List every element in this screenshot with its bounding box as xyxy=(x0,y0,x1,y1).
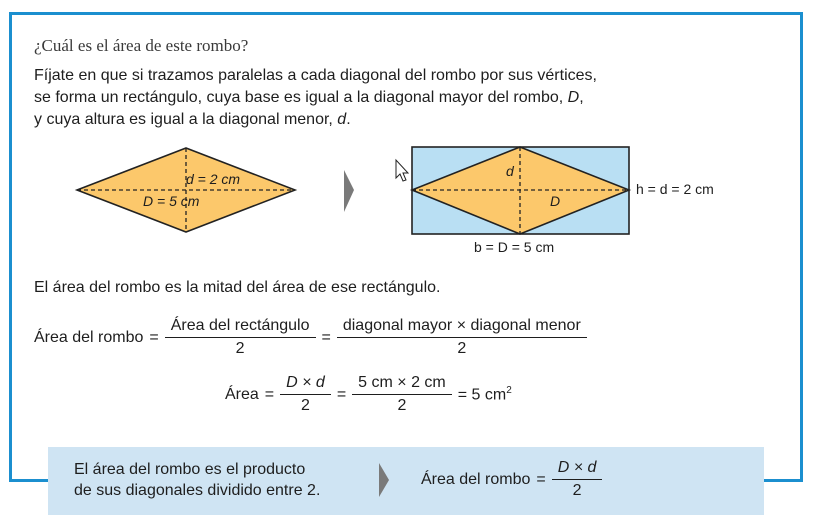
summary-box xyxy=(48,447,764,515)
summary-formula xyxy=(421,459,602,500)
eq2-equals-2: = xyxy=(336,385,347,403)
eq1-fraction-1 xyxy=(165,317,316,358)
eq2-f1-numerator: D × d xyxy=(280,374,331,395)
left-small-diag-label: d = 2 cm xyxy=(186,171,241,187)
var-d: d xyxy=(337,111,347,128)
eq2-fraction-2 xyxy=(352,374,452,415)
intro-punct: . xyxy=(346,111,351,128)
eq2-fraction-1 xyxy=(280,374,331,415)
summary-fraction xyxy=(552,459,603,500)
left-large-diag-label: D = 5 cm xyxy=(143,193,200,209)
summary-line-2: de sus diagonales dividido entre 2. xyxy=(74,482,321,499)
summary-arrow-icon xyxy=(379,463,389,497)
eq1-equals-2: = xyxy=(321,328,331,346)
eq2-f2-denominator: 2 xyxy=(397,397,407,414)
equation-2 xyxy=(225,374,518,415)
right-D-label: D xyxy=(550,193,561,209)
eq2-f2-numerator: 5 cm × 2 cm xyxy=(352,374,452,395)
arrow-right-icon xyxy=(344,170,354,212)
eq2-result xyxy=(458,385,512,404)
eq2-f1-denominator: 2 xyxy=(301,397,310,414)
height-label: h = d = 2 cm xyxy=(636,181,714,197)
intro-text: se forma un rectángulo, cuya base es igual a la diagonal mayor del rombo, xyxy=(34,89,568,106)
eq1-f2-numerator: diagonal mayor × diagonal menor xyxy=(337,317,587,338)
eq1-equals: = xyxy=(149,328,159,346)
intro-line-1: Fíjate en que si trazamos paralelas a cada diagonal del rombo por sus vértices, xyxy=(34,67,597,84)
intro-punct: , xyxy=(579,89,584,106)
summary-text xyxy=(74,459,320,501)
summary-equals: = xyxy=(536,470,546,488)
right-d-label: d xyxy=(506,163,514,179)
eq2-result-value: = 5 cm xyxy=(457,386,507,404)
mouse-cursor-icon xyxy=(396,160,408,181)
equation-1 xyxy=(34,317,587,358)
eq1-fraction-2 xyxy=(337,317,587,358)
question-title: ¿Cuál es el área de este rombo? xyxy=(34,36,249,55)
eq1-f1-numerator: Área del rectángulo xyxy=(165,317,316,338)
summary-numerator: D × d xyxy=(552,459,603,480)
var-D: D xyxy=(567,89,580,106)
eq2-equals: = xyxy=(264,385,275,403)
statement: El área del rombo es la mitad del área de ese rectángulo. xyxy=(34,279,441,296)
summary-lhs: Área del rombo xyxy=(421,470,531,488)
eq2-lhs: Área xyxy=(225,385,259,403)
summary-denominator: 2 xyxy=(572,482,582,499)
eq1-f2-denominator: 2 xyxy=(457,340,467,357)
eq2-result-exponent: 2 xyxy=(506,384,512,396)
eq1-f1-denominator: 2 xyxy=(235,340,245,357)
intro-text: y cuya altura es igual a la diagonal menor, xyxy=(34,111,338,128)
summary-line-1: El área del rombo es el producto xyxy=(74,461,306,478)
base-label: b = D = 5 cm xyxy=(474,239,555,255)
eq1-lhs: Área del rombo xyxy=(34,328,144,346)
